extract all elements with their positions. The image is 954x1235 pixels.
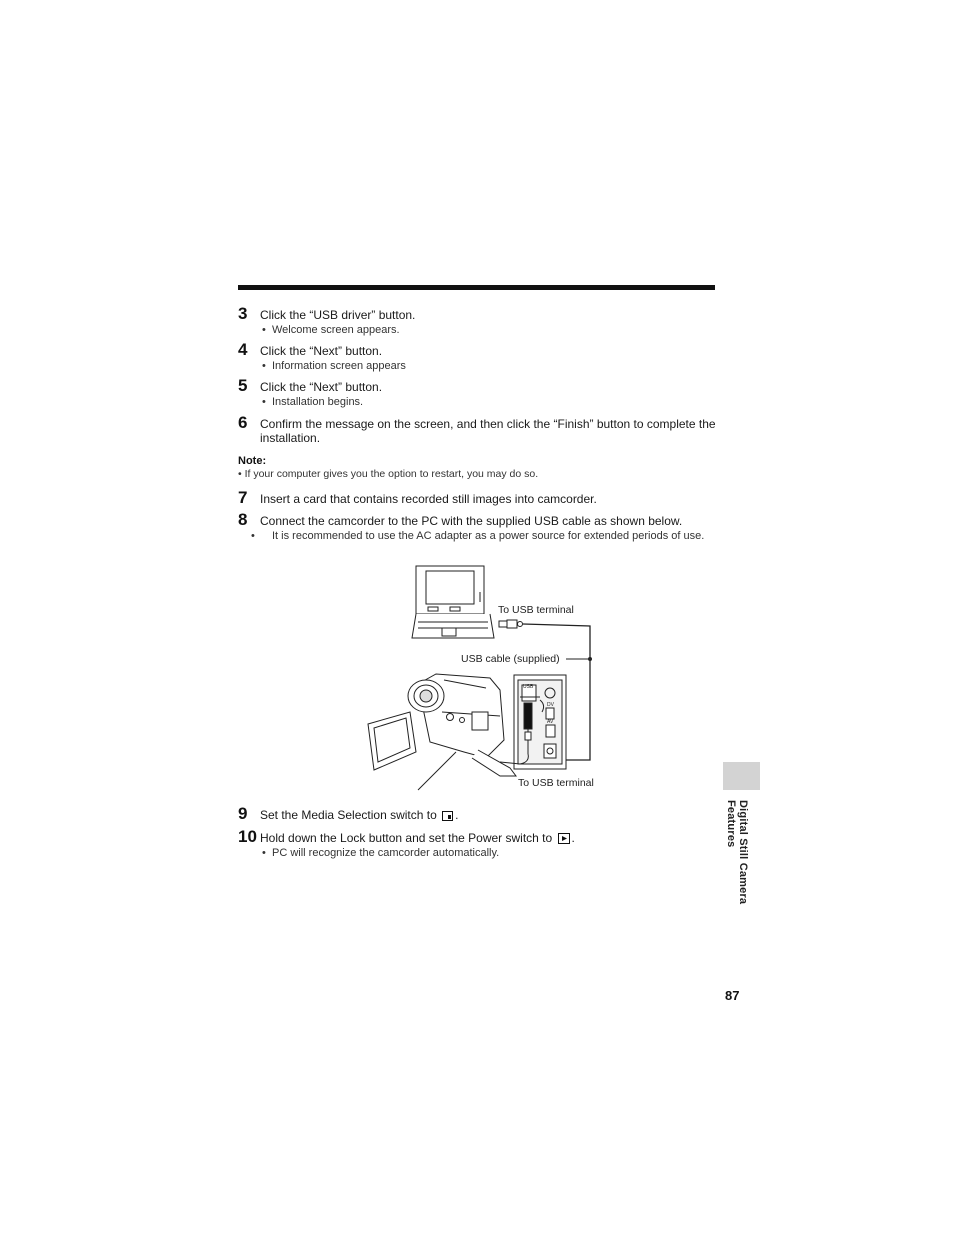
step-number: 3 bbox=[238, 304, 248, 323]
step-bullet: • It is recommended to use the AC adapter as a power source for extended periods of use. bbox=[251, 530, 705, 542]
note-text: • If your computer gives you the option to restart, you may do so. bbox=[238, 468, 539, 480]
step-9 bbox=[238, 804, 718, 823]
step-number: 8 bbox=[238, 510, 248, 529]
step-8 bbox=[238, 510, 718, 543]
step-text: Click the “Next” button. bbox=[260, 380, 383, 394]
step-text: Hold down the Lock button and set the Power switch to . bbox=[260, 831, 575, 845]
step-5 bbox=[238, 376, 718, 409]
step-text: Click the “USB driver” button. bbox=[260, 308, 416, 322]
section-title: Digital Still Camera Features bbox=[725, 800, 749, 905]
port-label-usb: USB bbox=[523, 684, 534, 690]
label-pc-usb-terminal: To USB terminal bbox=[498, 604, 574, 616]
step-bullet: • PC will recognize the camcorder automatically. bbox=[262, 847, 500, 859]
note-label: Note: bbox=[238, 455, 267, 467]
port-label-av: AV bbox=[547, 719, 554, 725]
step-number: 9 bbox=[238, 804, 248, 823]
step-3 bbox=[238, 304, 718, 337]
step-number: 4 bbox=[238, 340, 248, 359]
step-number: 10 bbox=[238, 827, 257, 846]
pc-usb-plug bbox=[499, 621, 507, 627]
step-10 bbox=[238, 827, 718, 860]
page-number: 87 bbox=[725, 988, 740, 1003]
step-text: Set the Media Selection switch to . bbox=[260, 808, 459, 822]
usb-connection-diagram bbox=[360, 562, 610, 794]
step-number: 5 bbox=[238, 376, 248, 395]
step-number: 6 bbox=[238, 413, 248, 432]
port-label-dv: DV bbox=[547, 702, 554, 708]
step-7 bbox=[238, 488, 718, 507]
step-6 bbox=[238, 413, 718, 445]
step-text: Click the “Next” button. bbox=[260, 344, 383, 358]
label-camcorder-usb-terminal: To USB terminal bbox=[518, 777, 594, 789]
step-bullet: • Information screen appears bbox=[262, 360, 406, 372]
step-bullet: • Installation begins. bbox=[262, 396, 364, 408]
step-text: Connect the camcorder to the PC with the supplied USB cable as shown below. bbox=[260, 514, 683, 528]
header-rule bbox=[238, 285, 715, 290]
step-text: Insert a card that contains recorded still images into camcorder. bbox=[260, 492, 597, 506]
section-tab bbox=[723, 762, 760, 790]
step-text: Confirm the message on the screen, and then click the “Finish” button to complete the installation. bbox=[260, 417, 716, 445]
camcorder-usb-plug bbox=[524, 703, 532, 729]
step-bullet: • Welcome screen appears. bbox=[262, 324, 400, 336]
card-icon bbox=[442, 811, 453, 821]
play-icon bbox=[558, 833, 570, 844]
step-number: 7 bbox=[238, 488, 248, 507]
label-usb-cable: USB cable (supplied) bbox=[461, 653, 560, 665]
connection-illustration bbox=[360, 562, 610, 794]
step-4 bbox=[238, 340, 718, 373]
